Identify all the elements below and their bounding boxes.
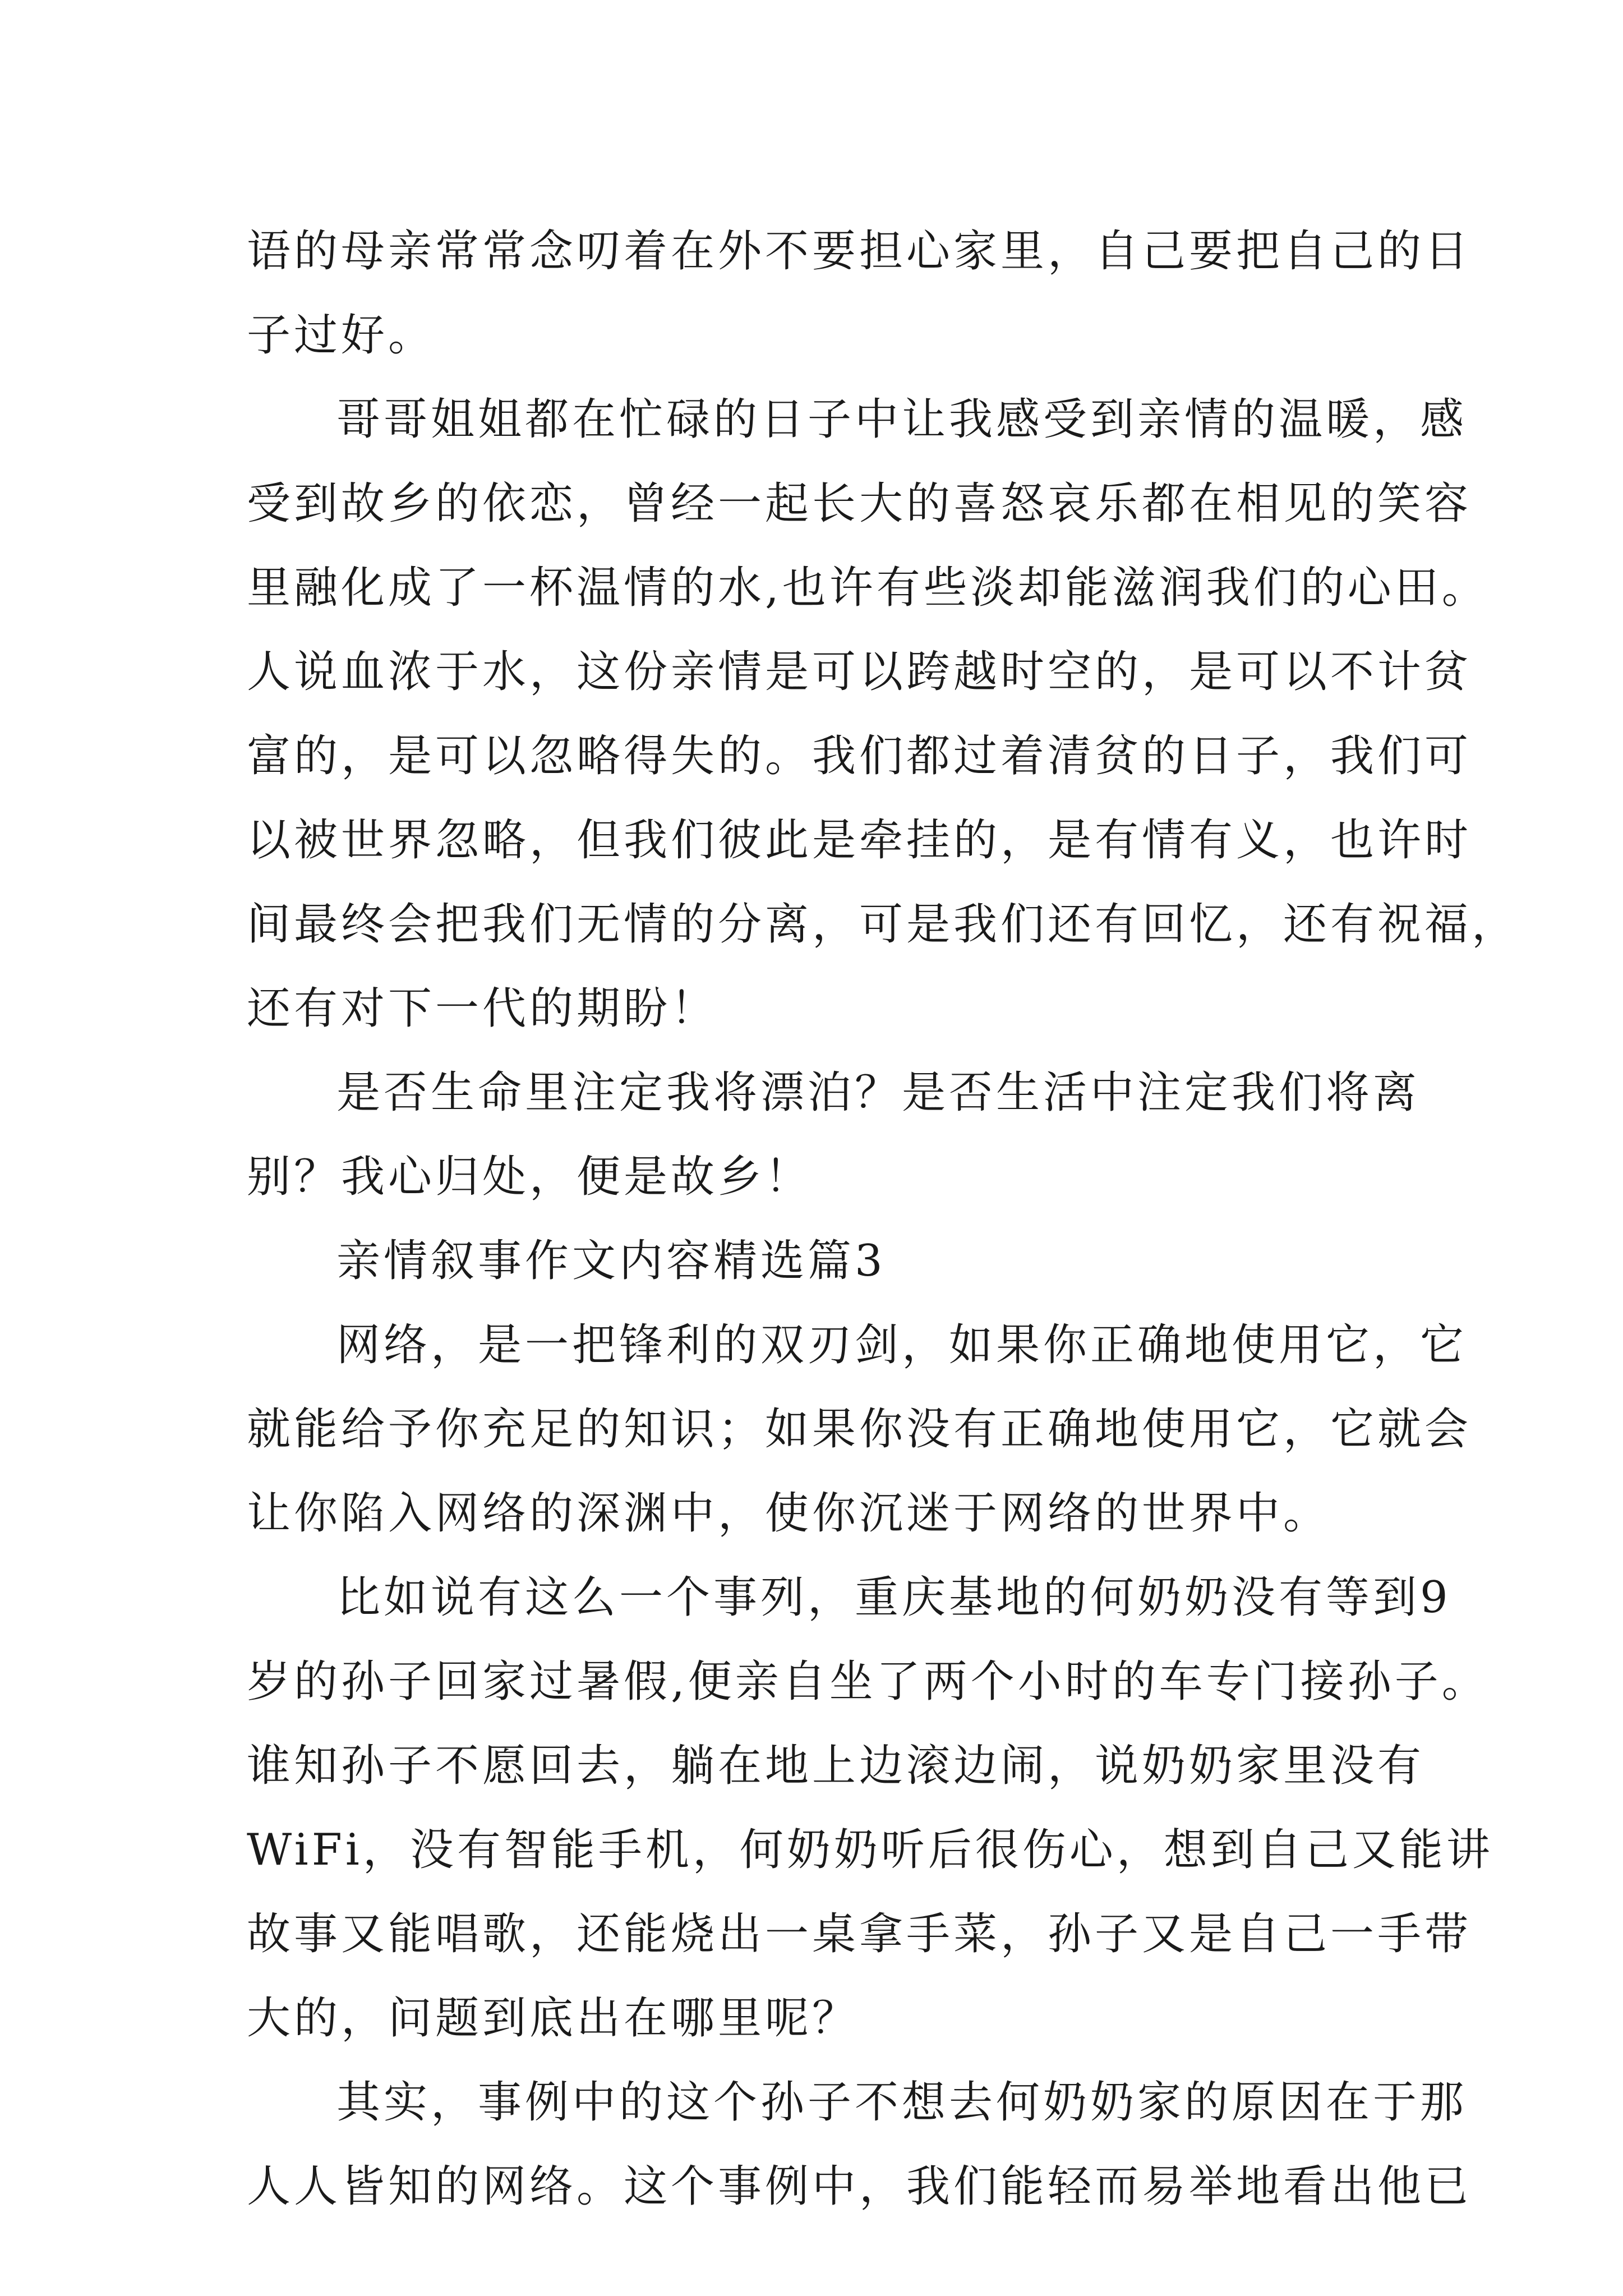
- text-line: 岁的孙子回家过暑假,便亲自坐了两个小时的车专门接孙子。: [247, 1657, 1489, 1707]
- text-line: 受到故乡的依恋，曾经一起长大的喜怒哀乐都在相见的笑容: [247, 478, 1472, 529]
- text-line: WiFi，没有智能手机，何奶奶听后很伤心，想到自己又能讲: [247, 1825, 1493, 1875]
- text-line: 子过好。: [247, 310, 436, 361]
- paragraph-first-line: 比如说有这么一个事列，重庆基地的何奶奶没有等到9: [336, 1572, 1451, 1623]
- paragraph-first-line: 网络，是一把锋利的双刃剑，如果你正确地使用它，它: [336, 1320, 1468, 1370]
- text-line: 还有对下一代的期盼！: [247, 983, 718, 1034]
- text-line: 人说血浓于水，这份亲情是可以跨越时空的，是可以不计贫: [247, 647, 1472, 697]
- text-line: 大的，问题到底出在哪里呢？: [247, 1993, 860, 2044]
- text-line: 就能给予你充足的知识；如果你没有正确地使用它，它就会: [247, 1404, 1472, 1455]
- text-line: 以被世界忽略，但我们彼此是牵挂的，是有情有义，也许时: [247, 815, 1472, 866]
- text-line: 富的，是可以忽略得失的。我们都过着清贫的日子，我们可: [247, 731, 1472, 781]
- paragraph-first-line: 其实，事例中的这个孙子不想去何奶奶家的原因在于那: [336, 2077, 1468, 2128]
- text-line: 里融化成了一杯温情的水,也许有些淡却能滋润我们的心田。: [247, 563, 1489, 613]
- text-line: 语的母亲常常念叨着在外不要担心家里，自己要把自己的日: [247, 226, 1472, 277]
- text-line: 人人皆知的网络。这个事例中，我们能轻而易举地看出他已: [247, 2161, 1472, 2212]
- text-line: 间最终会把我们无情的分离，可是我们还有回忆，还有祝福，: [247, 899, 1519, 950]
- text-line: 谁知孙子不愿回去，躺在地上边滚边闹，说奶奶家里没有: [247, 1741, 1425, 1791]
- section-heading: 亲情叙事作文内容精选篇3: [336, 1236, 886, 1286]
- text-line: 别？我心归处，便是故乡！: [247, 1152, 813, 1202]
- text-line: 故事又能唱歌，还能烧出一桌拿手菜，孙子又是自己一手带: [247, 1909, 1472, 1959]
- text-line: 让你陷入网络的深渊中，使你沉迷于网络的世界中。: [247, 1488, 1331, 1539]
- paragraph-first-line: 哥哥姐姐都在忙碌的日子中让我感受到亲情的温暖，感: [336, 394, 1468, 445]
- paragraph-first-line: 是否生命里注定我将漂泊？是否生活中注定我们将离: [336, 1068, 1421, 1118]
